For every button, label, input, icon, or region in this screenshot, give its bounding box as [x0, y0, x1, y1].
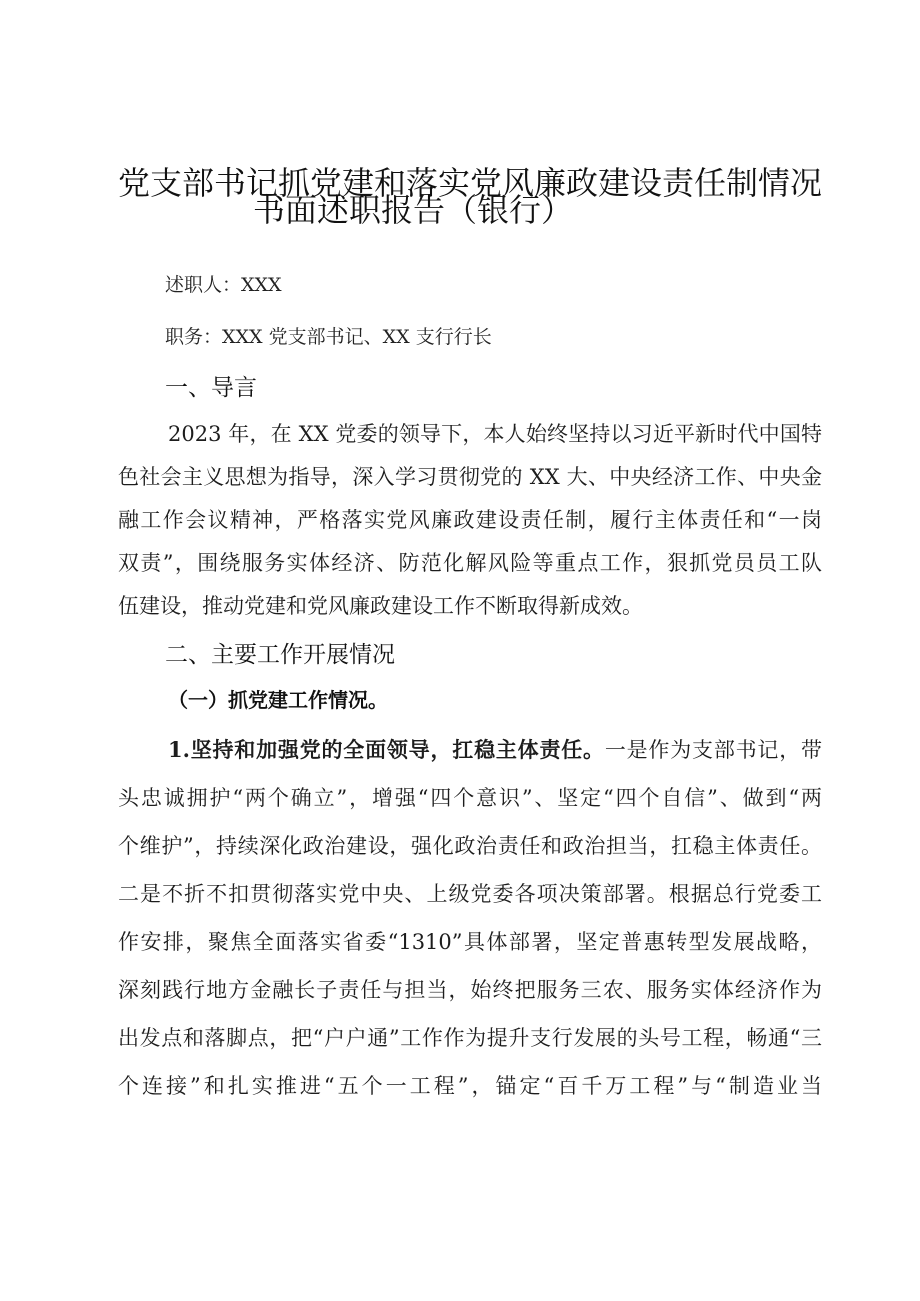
position-line: 职务：XXX 党支部书记、XX 支行行长 [165, 326, 492, 348]
reporter-line: 述职人：XXX [165, 274, 282, 296]
item1-paragraph-line: 头忠诚拥护“两个确立”，增强“四个意识”、坚定“四个自信”、做到“两 [118, 786, 822, 810]
item1-first-line-rest: 一是作为支部书记，带 [604, 738, 823, 762]
intro-paragraph-line: 双责”，围绕服务实体经济、防范化解风险等重点工作，狠抓党员员工队 [118, 551, 822, 575]
document-title-line-1: 党支部书记抓党建和落实党风廉政建设责任制情况 [118, 164, 823, 202]
item1-paragraph-line: 二是不折不扣贯彻落实党中央、上级党委各项决策部署。根据总行党委工 [118, 882, 822, 906]
subsection-heading-party-building: （一）抓党建工作情况。 [168, 688, 388, 712]
section-heading-main-work: 二、主要工作开展情况 [165, 642, 395, 668]
item1-paragraph-line: 个连接”和扎实推进“五个一工程”，锚定“百千万工程”与“制造业当 [118, 1074, 822, 1098]
intro-paragraph-line: 2023 年，在 XX 党委的领导下，本人始终坚持以习近平新时代中国特 [168, 422, 822, 446]
section-heading-intro: 一、导言 [165, 375, 257, 401]
item1-paragraph-line: 出发点和落脚点，把“户户通”工作作为提升支行发展的头号工程，畅通“三 [118, 1026, 822, 1050]
item1-paragraph-line: 作安排，聚焦全面落实省委“1310”具体部署，坚定普惠转型发展战略， [118, 930, 822, 954]
intro-paragraph-line: 融工作会议精神，严格落实党风廉政建设责任制，履行主体责任和“一岗 [118, 508, 822, 532]
item1-bold-heading: 1.坚持和加强党的全面领导，扛稳主体责任。 [168, 737, 605, 762]
document-title-line-2: 书面述职报告（银行） [253, 191, 574, 229]
intro-paragraph-line: 色社会主义思想为指导，深入学习贯彻党的 XX 大、中央经济工作、中央金 [118, 465, 822, 489]
item1-paragraph-line: 个维护”，持续深化政治建设，强化政治责任和政治担当，扛稳主体责任。 [118, 834, 822, 858]
item1-first-line [168, 735, 822, 765]
item1-paragraph-line: 深刻践行地方金融长子责任与担当，始终把服务三农、服务实体经济作为 [118, 978, 822, 1002]
intro-paragraph-line: 伍建设，推动党建和党风廉政建设工作不断取得新成效。 [118, 594, 643, 618]
